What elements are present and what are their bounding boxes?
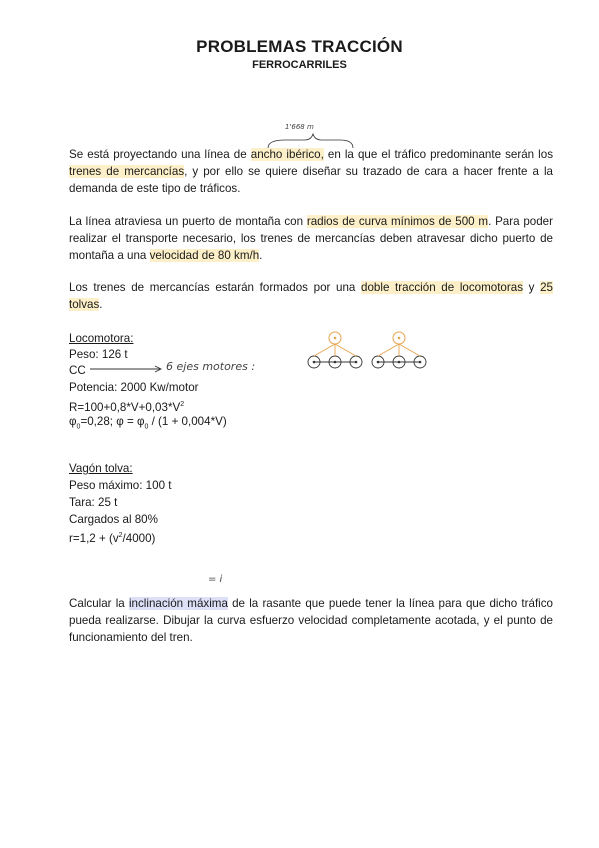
axles-annotation: 6 ejes motores : [166,360,256,373]
paragraph-2: La línea atraviesa un puerto de montaña con radios de curva mínimos de 500 m. Para poder realizar el transporte necesario, los trenes de mercancías deben atravesar dicho puerto de montaña a una velocidad de 80 km/h. [69,215,553,262]
i-annotation: = i [208,574,223,585]
highlight-velocidad: velocidad de 80 km/h [149,249,260,262]
paragraph-1: Se está proyectando una línea de ancho ibérico, en la que el tráfico predominante serán los trenes de mercancías, y por ello se quiere diseñar su trazado de cara a hacer frente a la demanda de este tipo de tráficos. [69,148,553,195]
highlight-inclinacion-maxima: inclinación máxima [128,597,228,610]
document-title: PROBLEMAS TRACCIÓN [196,37,403,56]
highlight-trenes-mercancias: trenes de mercancías [69,165,185,178]
locomotora-cc: CC [69,364,86,377]
vagon-heading: Vagón tolva: [69,462,133,475]
locomotora-resistencia: $R=100+0,8*V+0,03*V^2$ [69,400,185,414]
paragraph-3: Los trenes de mercancías estarán formados por una doble tracción de locomotoras y 25 tolvas. [69,281,554,311]
highlight-25-tolvas: 25 tolvas [69,281,554,311]
locomotora-heading: Locomotora: [69,332,134,345]
vagon-tara: Tara: 25 t [69,496,118,509]
highlight-radios-curva: radios de curva mínimos de 500 m [306,215,489,228]
locomotora-peso: Peso: 126 t [69,348,128,361]
vagon-cargados: Cargados al 80% [69,513,158,526]
vagon-resistencia: $r=1,2 + (v^2/4000)$ [69,531,156,545]
locomotora-potencia: Potencia: 2000 Kw/motor [69,381,199,394]
vagon-peso-maximo: Peso máximo: 100 t [69,479,172,492]
highlight-ancho-iberico: ancho ibérico, [250,148,324,161]
document-subtitle: FERROCARRILES [252,59,347,71]
gauge-annotation: 1'668 m [285,123,314,131]
locomotora-adherencia: $\varphi_0=0,28$; $\varphi = \varphi_0 / (1 + 0,004*V)$ [69,415,227,431]
highlight-doble-traccion: doble tracción de locomotoras [361,281,523,294]
question-paragraph: Calcular la inclinación máxima de la rasante que puede tener la línea para que dicho tráfico pueda realizarse. Dibujar la curva esfuerzo velocidad completamente acotada, y el punto de funcionamiento del tren. [69,597,553,644]
